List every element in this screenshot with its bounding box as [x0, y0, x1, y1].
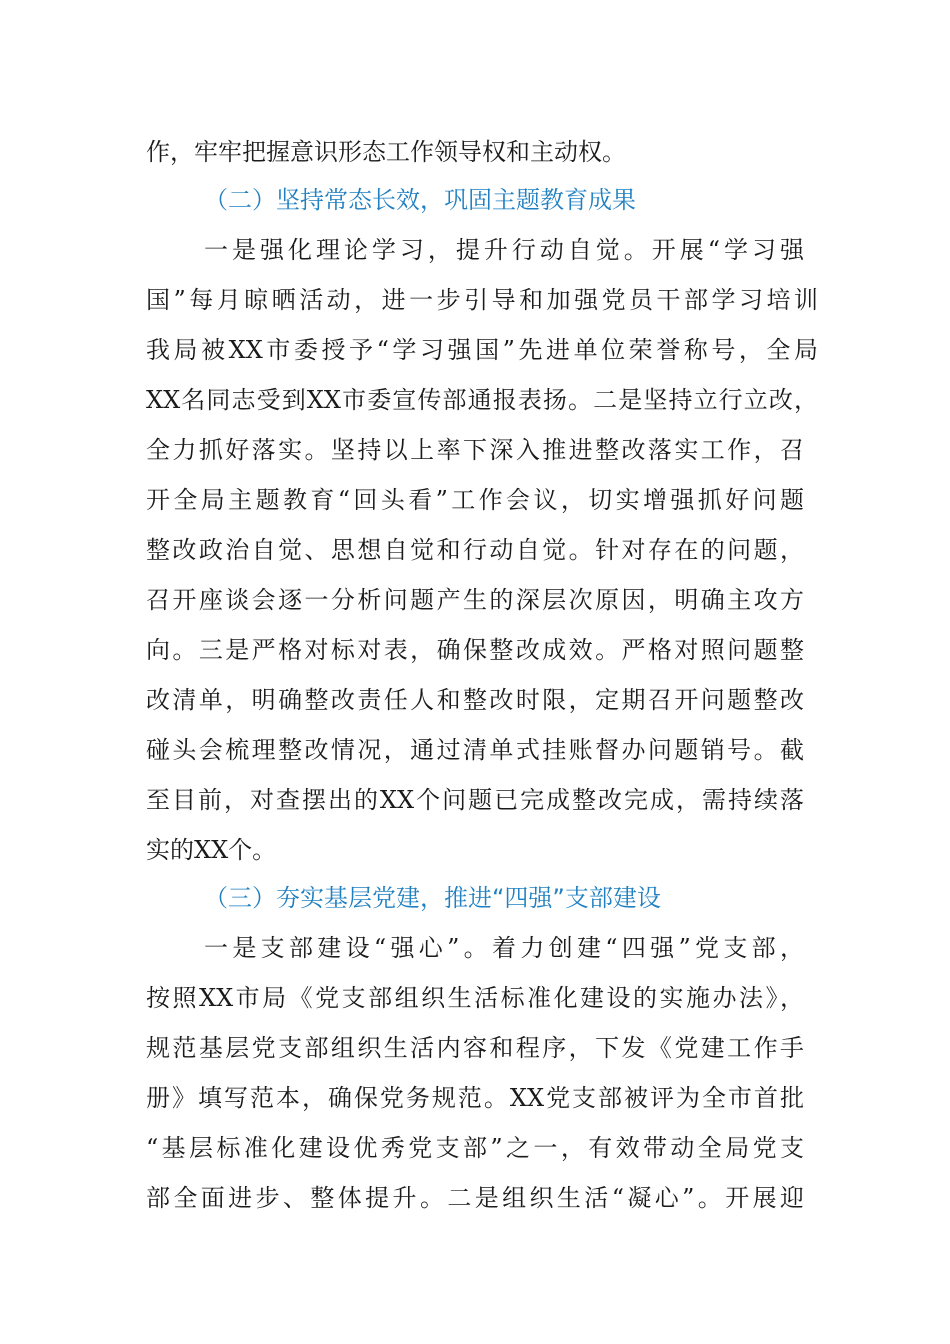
body-line: 召开座谈会逐一分析问题产生的深层次原因，明确主攻方	[146, 586, 804, 614]
section-heading-2: （二）坚持常态长效，巩固主题教育成果	[204, 186, 636, 214]
body-line: XX名同志受到XX市委宣传部通报表扬。二是坚持立行立改，	[146, 386, 818, 414]
body-line: 向。三是严格对标对表，确保整改成效。严格对照问题整	[146, 636, 804, 664]
body-line: 部全面进步、整体提升。二是组织生活“凝心”。开展迎	[146, 1184, 804, 1212]
body-line: “基层标准化建设优秀党支部”之一，有效带动全局党支	[146, 1134, 804, 1162]
body-line: 我局被XX市委授予“学习强国”先进单位荣誉称号，全局	[146, 336, 818, 364]
section-heading-3: （三）夯实基层党建，推进“四强”支部建设	[204, 884, 661, 912]
body-line: 按照XX市局《党支部组织生活标准化建设的实施办法》，	[146, 984, 804, 1012]
body-line: 册》填写范本，确保党务规范。XX党支部被评为全市首批	[146, 1084, 804, 1112]
body-line: 一是强化理论学习，提升行动自觉。开展“学习强	[204, 236, 804, 264]
body-line: 至目前，对查摆出的XX个问题已完成整改完成，需持续落	[146, 786, 804, 814]
body-line: 作，牢牢把握意识形态工作领导权和主动权。	[146, 138, 626, 166]
body-line: 一是支部建设“强心”。着力创建“四强”党支部，	[204, 934, 804, 962]
body-line: 全力抓好落实。坚持以上率下深入推进整改落实工作，召	[146, 436, 804, 464]
body-line: 国”每月晾晒活动，进一步引导和加强党员干部学习培训	[146, 286, 818, 314]
body-line: 开全局主题教育“回头看”工作会议，切实增强抓好问题	[146, 486, 804, 514]
body-line: 整改政治自觉、思想自觉和行动自觉。针对存在的问题，	[146, 536, 804, 564]
body-line: 碰头会梳理整改情况，通过清单式挂账督办问题销号。截	[146, 736, 804, 764]
body-line: 规范基层党支部组织生活内容和程序，下发《党建工作手	[146, 1034, 804, 1062]
body-line: 改清单，明确整改责任人和整改时限，定期召开问题整改	[146, 686, 804, 714]
body-line: 实的XX个。	[146, 836, 277, 864]
